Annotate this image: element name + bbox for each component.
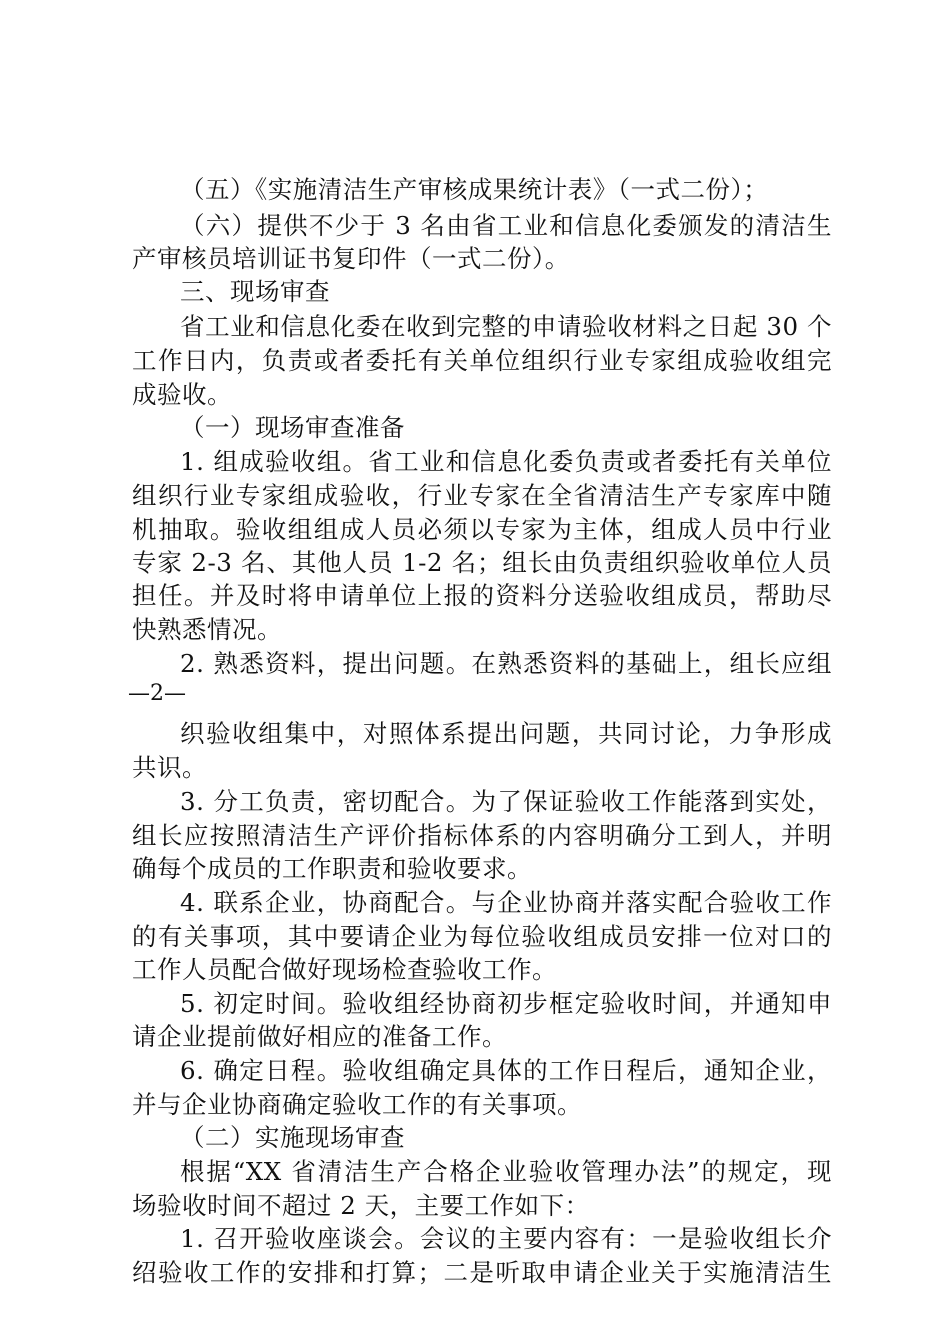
text-line: 根据“XX 省清洁生产合格企业验收管理办法”的规定，现: [180, 1157, 832, 1186]
text-line: 组织行业专家组成验收，行业专家在全省清洁生产专家库中随: [132, 481, 832, 510]
text-line: 2. 熟悉资料，提出问题。在熟悉资料的基础上，组长应组: [180, 649, 832, 678]
text-line: 3. 分工负责，密切配合。为了保证验收工作能落到实处，: [180, 787, 832, 816]
text-line: 产审核员培训证书复印件（一式二份）。: [132, 244, 570, 273]
text-line: 5. 初定时间。验收组经协商初步框定验收时间，并通知申: [180, 989, 832, 1018]
subsection-heading: （二）实施现场审查: [180, 1123, 405, 1152]
subsection-heading: （一）现场审查准备: [180, 413, 405, 442]
text-line: 成验收。: [132, 380, 232, 409]
text-line: 场验收时间不超过 2 天，主要工作如下：: [132, 1191, 590, 1220]
text-line: 工作日内，负责或者委托有关单位组织行业专家组成验收组完: [132, 346, 832, 375]
text-line: 专家 2-3 名、其他人员 1-2 名；组长由负责组织验收单位人员: [132, 548, 832, 577]
text-line: 并与企业协商确定验收工作的有关事项。: [132, 1090, 582, 1119]
text-line: （五）《实施清洁生产审核成果统计表》（一式二份）；: [180, 175, 769, 204]
text-line: 省工业和信息化委在收到完整的申请验收材料之日起 30 个: [180, 312, 832, 341]
text-line: 1. 召开验收座谈会。会议的主要内容有：一是验收组长介: [180, 1224, 832, 1253]
text-line: 织验收组集中，对照体系提出问题，共同讨论，力争形成: [180, 719, 832, 748]
text-line: 1. 组成验收组。省工业和信息化委负责或者委托有关单位: [180, 447, 832, 476]
text-line: 组长应按照清洁生产评价指标体系的内容明确分工到人，并明: [132, 821, 832, 850]
text-line: 绍验收工作的安排和打算；二是听取申请企业关于实施清洁生: [132, 1258, 832, 1287]
text-line: 机抽取。验收组组成人员必须以专家为主体，组成人员中行业: [132, 515, 832, 544]
text-line: 确每个成员的工作职责和验收要求。: [132, 854, 532, 883]
text-line: 担任。并及时将申请单位上报的资料分送验收组成员，帮助尽: [132, 581, 832, 610]
section-heading: 三、现场审查: [180, 277, 330, 306]
page-number: —2—: [128, 681, 186, 706]
text-line: 快熟悉情况。: [132, 615, 282, 644]
text-line: （六）提供不少于 3 名由省工业和信息化委颁发的清洁生: [180, 211, 832, 240]
text-line: 工作人员配合做好现场检查验收工作。: [132, 955, 557, 984]
text-line: 共识。: [132, 753, 207, 782]
text-line: 4. 联系企业，协商配合。与企业协商并落实配合验收工作: [180, 888, 832, 917]
text-line: 6. 确定日程。验收组确定具体的工作日程后，通知企业，: [180, 1056, 832, 1085]
text-line: 请企业提前做好相应的准备工作。: [132, 1022, 507, 1051]
text-line: 的有关事项，其中要请企业为每位验收组成员安排一位对口的: [132, 922, 832, 951]
